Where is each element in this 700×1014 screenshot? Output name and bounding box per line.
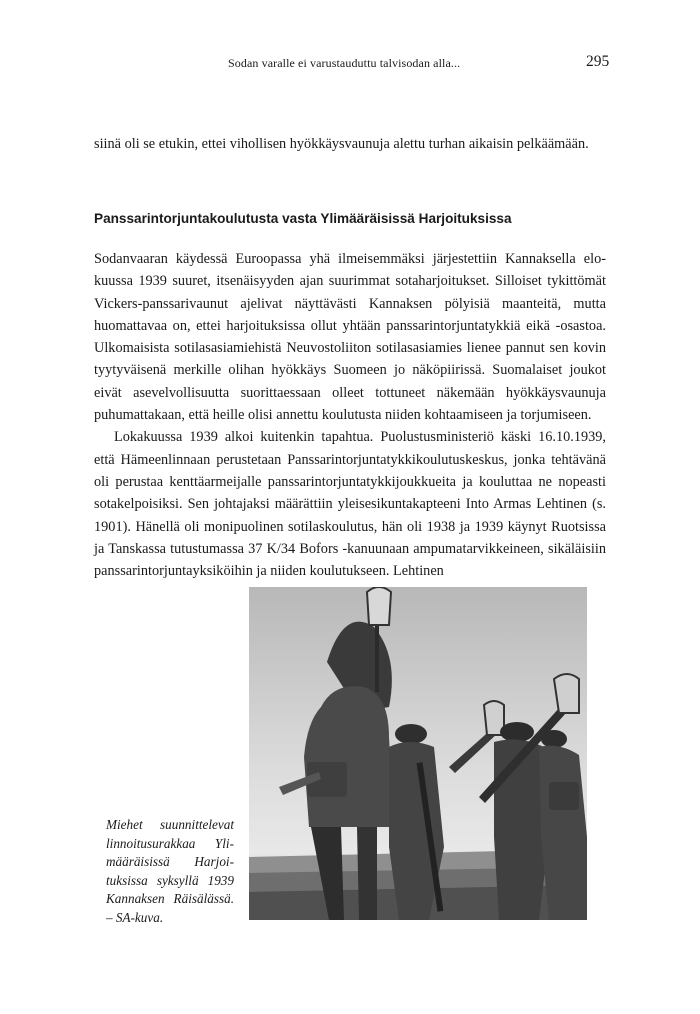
body-paragraph-2: Lokakuussa 1939 alkoi kuitenkin tapahtua. Puolustusministeriö käski 16.10.1939, että Hämeenlinnaan perustetaan Panssarintorjuntatykkikoulutuskeskus, jonka tehtävänä oli perustaa kenttäarmeijalle panssarintorjuntatykkijoukkueita ja kouluttaa ne nopeasti sotakelpoisiksi. Sen johtajaksi määrättiin yleisesikuntakapteeni Into Armas Lehtinen (s. 1901). Hänellä oli monipuolinen sotilaskoulutus, hän oli 1938 ja 1939 käynyt Ruotsissa ja Tanskassa tutustumassa 37 K/34 Bofors -kanuunaan ampumatarvikkeineen, sikäläisiin panssarintorjuntayksiköihin ja niiden koulutukseen. Lehtinen [94,429,606,580]
photograph-drawing [249,587,587,920]
body-paragraph-1: Sodanvaaran käydessä Euroopassa yhä ilmeisemmäksi järjestettiin Kannaksella elokuussa 1939 suuret, itsenäisyyden ajan suurimmat sotaharjoitukset. Silloiset tykittömät Vickers-panssarivaunut ajelivat näyttävästi Kannaksen pölyisiä maanteitä, mutta huomattavaa on, ettei harjoituksissa ollut yhtään panssarintorjuntatykkiä eikä -osastoa. Ulkomaisista sotilasasiamiehistä Neuvostoliiton sotilasasiamies lienee pannut sen kovin tyytyväisenä merkille olihan hyökkäys Suomeen jo näköpiirissä. Suomalaiset joukot eivät asevelvollisuutta suorittaessaan olleet tottuneet näkemään hyökkäysvaunuja puhumattakaan, että heille olisi annettu koulutusta niiden kohtaamiseen ja torjumiseen. [94,251,606,424]
intro-paragraph: siinä oli se etukin, ettei vihollisen hyökkäysvaunuja alettu turhan aikaisin pelkäämään. [94,136,589,152]
page-number: 295 [586,53,610,70]
section-body [94,248,606,582]
running-header-title: Sodan varalle ei varustauduttu talvisodan alla... [228,56,461,70]
section-heading: Panssarintorjuntakoulutusta vasta Ylimääräisissä Harjoituksissa [94,211,512,226]
soldiers-photograph [249,587,587,920]
photo-caption: Miehet suunnittelevat linnoitusurakkaa Ylimääräisissä Harjoituksissa syksyllä 1939 Kannaksen Räisälässä. – SA-kuva. [106,817,234,925]
